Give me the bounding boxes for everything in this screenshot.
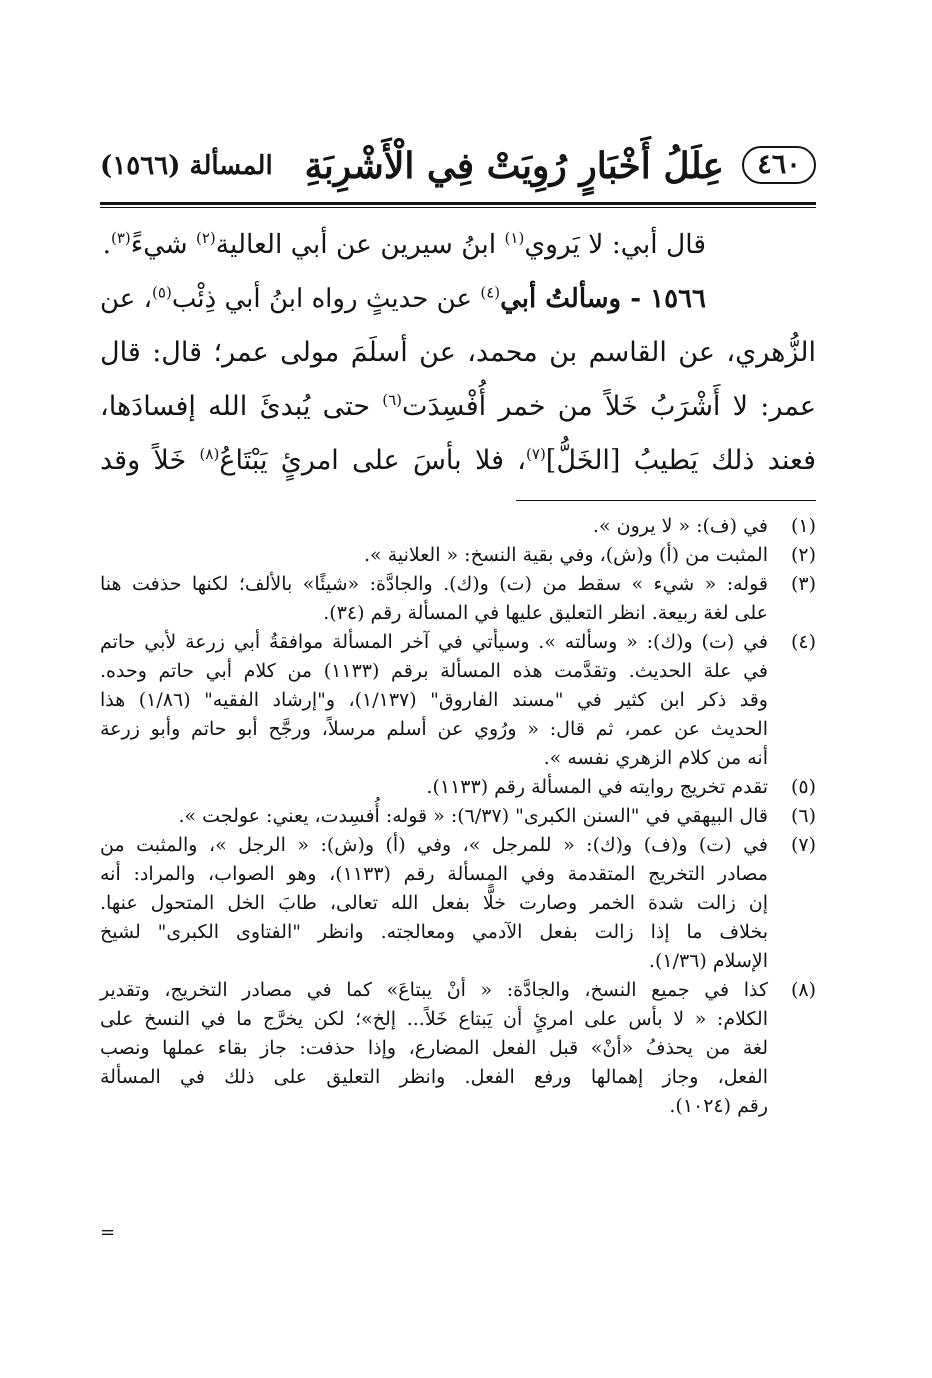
footnote-ref[interactable]: (٨) (199, 445, 220, 463)
footnote-ref[interactable]: (٧) (526, 445, 546, 463)
footnote-1: (١) في (ف): « لا يرون ». (100, 512, 816, 541)
running-title: عِلَلُ أَخْبَارٍ رُوِيَتْ فِي الْأَشْرِبَةِ (304, 145, 724, 187)
footnote-number: (٥) (790, 776, 816, 798)
footnotes (100, 512, 816, 1121)
main-line: ١٥٦٦ - وسألتُ أبي$^{(٤)}$ عن حديثٍ رواه ابنُ أبي ذِئْب$^{(٥)}$، عن (100, 283, 706, 314)
footnote-ref[interactable]: (٦) (382, 391, 403, 409)
footnote-separator (516, 500, 816, 501)
footnote-number: (٤) (790, 631, 816, 653)
continuation-mark: = (100, 1222, 116, 1243)
footnote-4: (٤) في (ت) و(ك): « وسألته ». وسيأتي في آخر المسألة موافقةُ أبي زرعة لأبي حاتم في علة الحديث. وتقدَّمت هذه المسألة برقم (١١٣٣) من كلام أبي حاتم وحده. وقد ذكر ابن كثير في "مسند الفاروق" (١/١٣٧)، و"إرشاد الفقيه" (١/٨٦) هذا الحديث عن عمر، ثم قال: « ورُوي عن أسلم مرسلاً، ورجَّح أبو حاتم وأبو زرعة أنه من كلام الزهري نفسه ». (100, 628, 816, 773)
running-header (100, 140, 816, 196)
footnote-ref[interactable]: (١) (504, 229, 525, 248)
issue-number-inline: ١٥٦٦ - (621, 284, 706, 314)
footnote-ref[interactable]: (٢) (195, 229, 216, 248)
footnote-number: (٢) (790, 544, 816, 566)
footnote-number: (٧) (790, 834, 816, 856)
footnote-ref[interactable]: (٥) (152, 283, 172, 302)
main-text (100, 218, 816, 488)
footnote-number: (٨) (790, 979, 816, 1001)
footnote-8: (٨) كذا في جميع النسخ، والجادَّة: « أنْ يبتاعَ» كما في مصادر التخريج، وتقدير الكلام: « لا بأس على امرئٍ أن يَبتاع خَلاً... إلخ»؛ لكن يخرَّج ما في النسخ على لغة من يحذفُ «أنْ» قبل الفعل المضارع، وإذا حذفت: جاز بقاء عملها ونصب الفعل، وجاز إهمالها ورفع الفعل. وانظر التعليق على ذلك في المسألة رقم (١٠٢٤). (100, 976, 816, 1121)
footnote-number: (٦) (790, 805, 816, 827)
footnote-6: (٦) قال البيهقي في "السنن الكبرى" (٦/٣٧): « قوله: أُفسِدت، يعني: عولجت ». (100, 802, 816, 831)
issue-number: المسألة (١٥٦٦) (100, 151, 273, 181)
question-phrase: وسألتُ أبي (500, 284, 622, 314)
main-line: قال أبي: لا يَروي$^{(١)}$ ابنُ سيرين عن أبي العالية$^{(٢)}$ شيءً$^{(٣)}$. (102, 229, 706, 260)
header-rule-thin (100, 207, 816, 208)
main-line: فعند ذلك يَطيبُ [الخَلُّ]$^{(٧)}$، فلا بأسَ على امرئٍ يَبْتَاعُ$^{(٨)}$ خَلاً وقد (100, 445, 816, 476)
main-line: عمر: لا أَشْرَبُ خَلاً من خمر أُفْسِدَت$^{(٦)}$ حتى يُبدئَ الله إفسادَها، (100, 391, 816, 422)
page-number-badge: ٤٦٠ (742, 146, 816, 184)
footnote-2: (٢) المثبت من (أ) و(ش)، وفي بقية النسخ: « العلانية ». (100, 541, 816, 570)
footnote-3: (٣) قوله: « شيء » سقط من (ت) و(ك). والجادَّة: «شيئًا» بالألف؛ لكنها حذفت هنا على لغة ربيعة. انظر التعليق عليها في المسألة رقم (٣٤). (100, 570, 816, 628)
footnote-number: (١) (790, 515, 816, 537)
footnote-ref[interactable]: (٤) (480, 283, 501, 302)
main-line: الزُّهري، عن القاسم بن محمد، عن أسلَمَ مولى عمر؛ قال: قال (100, 337, 816, 368)
footnote-5: (٥) تقدم تخريج روايته في المسألة رقم (١١٣٣). (100, 773, 816, 802)
footnote-ref[interactable]: (٣) (111, 229, 131, 248)
footnote-7: (٧) في (ت) و(ف) و(ك): « للمرجل »، وفي (أ) و(ش): « الرجل »، والمثبت من مصادر التخريج المتقدمة وفي المسألة رقم (١١٣٣)، وهو الصواب، والمراد: أنه إن زالت شدة الخمر وصارت خلًّا بفعل الله تعالى، طابَ الخل المتحول عنها. بخلاف ما إذا زالت بفعل الآدمي ومعالجته. وانظر "الفتاوى الكبرى" لشيخ الإسلام (١/٣٦). (100, 831, 816, 976)
footnote-number: (٣) (790, 573, 816, 595)
header-rule (100, 202, 816, 205)
